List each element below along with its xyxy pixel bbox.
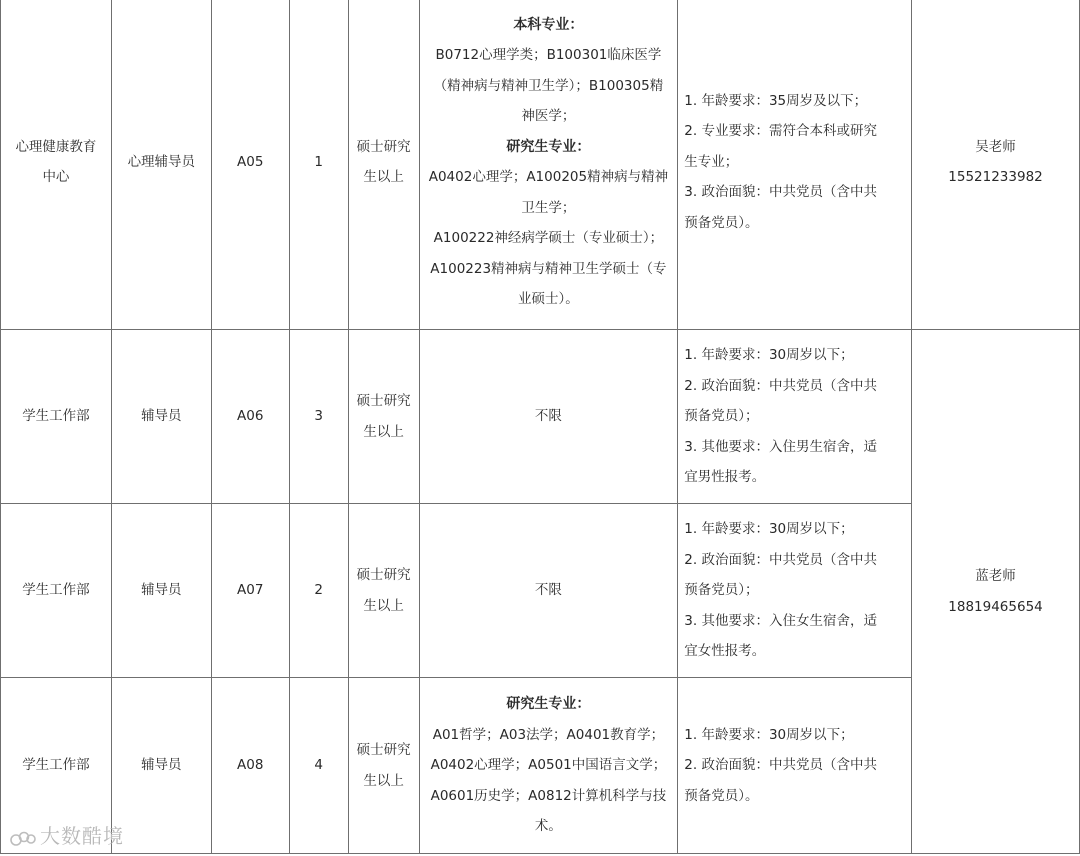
requirement-line: 生专业； (684, 153, 739, 170)
major-line: B0712心理学类；B100301临床医学 (435, 47, 662, 63)
department-line: 心理健康教育 (15, 138, 97, 155)
department-cell (1, 504, 112, 678)
major-line: 本科专业： (513, 16, 584, 33)
requirement-line: 3. 其他要求：入住男生宿舍，适 (684, 438, 877, 455)
major-line: A100222神经病学硕士（专业硕士）； (433, 230, 664, 246)
major-line: A01哲学；A03法学；A0401教育学； (432, 726, 665, 743)
requirement-line: 3. 政治面貌：中共党员（含中共 (684, 184, 877, 201)
requirement-line: 预备党员）。 (684, 214, 759, 231)
contact-phone: 18819465654 (948, 598, 1043, 615)
requirement-line: 预备党员）。 (684, 787, 759, 804)
education-line: 生以上 (363, 597, 404, 614)
requirement-line: 1. 年龄要求：30周岁以下； (684, 726, 854, 743)
major-line: 研究生专业： (506, 138, 591, 155)
requirement-line: 2. 政治面貌：中共党员（含中共 (684, 757, 877, 774)
requirement-line: 1. 年龄要求：30周岁以下； (684, 521, 854, 538)
requirement-line: 2. 专业要求：需符合本科或研究 (684, 123, 877, 140)
department-cell (1, 0, 112, 330)
major-line: 神医学； (521, 108, 576, 124)
contact-phone: 15521233982 (948, 169, 1043, 185)
requirement-line: 宜男性报考。 (684, 469, 766, 486)
department-line: 学生工作部 (22, 408, 90, 425)
major-cell (419, 330, 678, 504)
requirement-line: 3. 其他要求：入住女生宿舍，适 (684, 612, 877, 629)
department-line: 学生工作部 (22, 582, 90, 599)
department-cell (1, 330, 112, 504)
major-line: （精神病与精神卫生学）；B100305精 (433, 77, 664, 94)
requirement-line: 宜女性报考。 (684, 643, 766, 660)
education-cell (348, 678, 419, 854)
table-row (1, 330, 1080, 504)
count-cell: 1 (289, 0, 348, 330)
major-line: 不限 (534, 582, 562, 599)
major-cell (419, 0, 678, 330)
requirement-line: 2. 政治面貌：中共党员（含中共 (684, 551, 877, 568)
education-cell (348, 330, 419, 504)
requirements-cell (678, 678, 912, 854)
education-line: 生以上 (363, 772, 404, 789)
major-cell (419, 504, 678, 678)
education-line: 生以上 (363, 423, 404, 440)
table-row (1, 0, 1080, 330)
major-line: A100223精神病与精神卫生学硕士（专 (430, 260, 667, 277)
count-cell: 4 (289, 678, 348, 854)
requirement-line: 1. 年龄要求：30周岁以下； (684, 347, 854, 364)
education-line: 硕士研究 (356, 567, 411, 583)
requirement-line: 2. 政治面貌：中共党员（含中共 (684, 377, 877, 394)
count-cell: 3 (289, 330, 348, 504)
major-line: 术。 (534, 818, 562, 835)
major-line: A0402心理学；A100205精神病与精神 (428, 169, 669, 185)
major-cell (419, 678, 678, 854)
contact-cell (912, 0, 1080, 330)
watermark-logo-icon (10, 828, 36, 848)
count-cell: 2 (289, 504, 348, 678)
major-line: 卫生学； (521, 199, 576, 216)
position-cell: 辅导员 (111, 330, 211, 504)
major-line: 不限 (534, 408, 562, 425)
education-line: 生以上 (363, 169, 404, 185)
education-line: 硕士研究 (356, 742, 411, 758)
position-cell: 心理辅导员 (111, 0, 211, 330)
requirement-line: 1. 年龄要求：35周岁及以下； (684, 92, 868, 109)
code-cell: A08 (211, 678, 289, 854)
code-cell: A06 (211, 330, 289, 504)
education-cell (348, 0, 419, 330)
contact-name: 吴老师 (975, 138, 1016, 155)
major-line: A0402心理学；A0501中国语言文学； (430, 757, 667, 774)
watermark-text: 大数酷境 (40, 824, 124, 848)
major-line: 业硕士）。 (518, 291, 579, 307)
requirement-line: 预备党员）； (684, 582, 759, 599)
department-line: 学生工作部 (22, 757, 90, 774)
contact-cell (912, 330, 1080, 854)
code-cell: A07 (211, 504, 289, 678)
education-line: 硕士研究 (356, 393, 411, 409)
major-line: 研究生专业： (506, 696, 591, 713)
requirement-line: 预备党员）； (684, 408, 759, 425)
education-cell (348, 504, 419, 678)
requirements-cell (678, 330, 912, 504)
position-cell: 辅导员 (111, 678, 211, 854)
requirements-cell (678, 504, 912, 678)
requirements-cell (678, 0, 912, 330)
major-line: A0601历史学；A0812计算机科学与技 (430, 787, 667, 804)
department-line: 中心 (42, 169, 70, 185)
watermark (10, 820, 124, 849)
code-cell: A05 (211, 0, 289, 330)
contact-name: 蓝老师 (975, 568, 1016, 584)
education-line: 硕士研究 (356, 138, 411, 155)
position-cell: 辅导员 (111, 504, 211, 678)
